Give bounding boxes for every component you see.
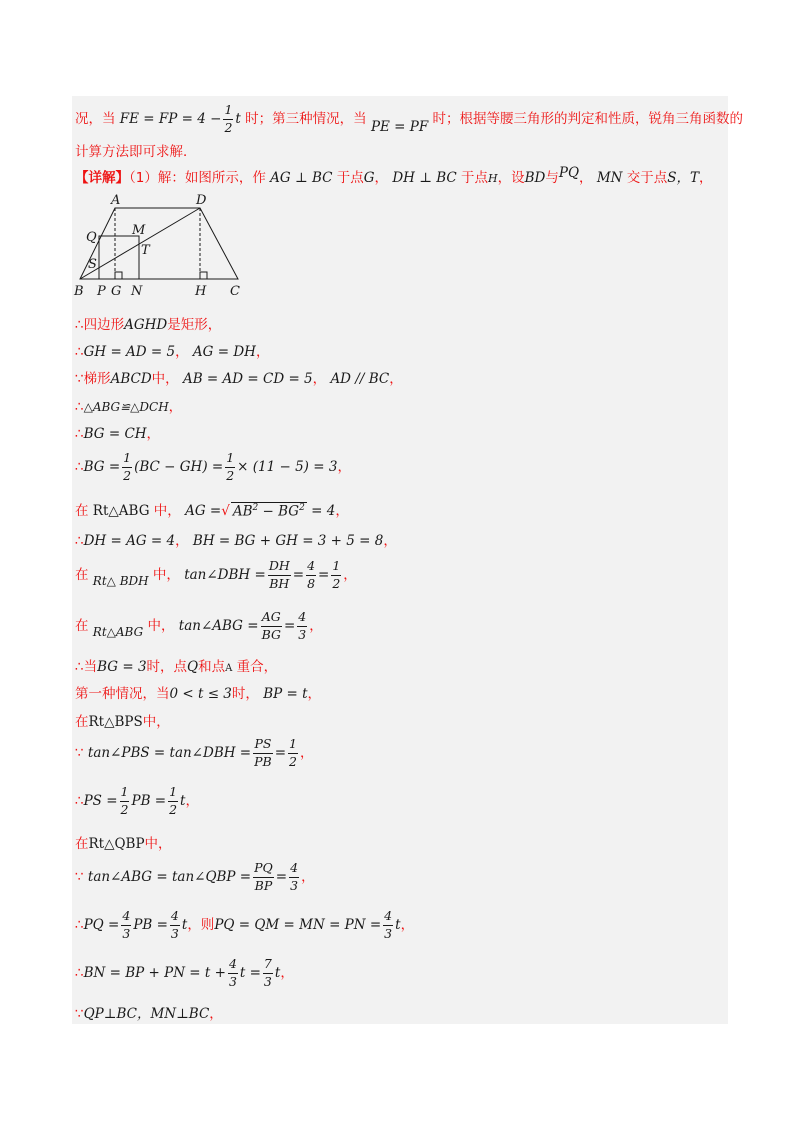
numerator: DH [268,560,291,576]
numerator: 4 [170,910,180,926]
text: ， [389,371,403,387]
denominator: 2 [332,575,341,591]
math: BN = BP + PN = t + [83,965,226,981]
math: = 4 [306,503,336,519]
line-13 [75,611,323,641]
fraction [289,862,299,892]
math: Q [187,659,199,675]
math: = [318,567,330,583]
math: GH = AD = 5 [83,344,176,360]
math: BG = [83,459,121,475]
label-d: D [196,193,207,208]
math: FE = FP = 4 − [119,111,222,127]
math: t [181,917,188,933]
label-n: N [131,284,143,299]
math: AG = [185,503,222,519]
numerator: 1 [168,786,178,802]
numerator: PQ [253,862,274,878]
math: t [395,917,401,933]
line-7 [75,395,182,415]
text: ， [300,745,314,761]
text: ， [343,567,357,583]
numerator: 1 [331,560,341,576]
line-16 [75,710,170,730]
math: = [283,618,296,634]
fraction [261,611,282,641]
line-19 [75,832,172,852]
fraction [288,738,298,768]
math: PQ = QM = MN = PN = [214,917,382,933]
math: PS = [83,793,118,809]
denominator: BH [269,575,290,591]
math: tan∠PBS = tan∠DBH = [87,745,252,761]
line-3 [75,166,713,186]
fraction [228,958,238,988]
math: = [292,567,305,583]
text: ∴当 [75,659,98,675]
denominator: 3 [298,626,307,642]
line-12 [75,560,357,590]
label-b: B [74,284,84,299]
denominator: 3 [228,973,237,989]
text: ∴ [75,399,84,415]
math: (BC − GH) = [134,459,224,475]
text: ， [175,533,189,549]
math: A [225,663,233,674]
text: 在 [75,836,89,852]
text: ， [301,869,315,885]
text: 中， [152,567,180,583]
text: ∴ [75,344,84,360]
text: ∴ [75,793,84,809]
denominator: 2 [169,801,178,817]
label-a: A [111,193,121,208]
fraction [253,862,274,892]
text: 是矩形， [167,317,222,333]
text: 在 [75,503,89,519]
math: H [488,172,498,185]
math: × (11 − 5) = 3 [237,459,338,475]
line-2 [75,140,197,160]
numerator: PS [253,738,273,754]
math: PQ [558,165,580,181]
math: Rt△BPS [88,714,143,730]
text: ， [337,459,351,475]
line-21 [75,910,414,940]
line-9 [75,452,351,482]
text: ∴ [75,426,84,442]
fraction [383,910,393,940]
text: ，则 [187,917,215,933]
trapezoid-diagram [72,192,252,302]
math: DH ⊥ BC [392,170,457,186]
fraction [306,560,316,590]
line-15 [75,682,321,702]
fraction [263,958,273,988]
math: AD // BC [330,371,390,387]
math: AB [232,503,253,519]
line-20 [75,862,315,892]
math: tan∠ABG = [178,618,259,634]
numerator: 4 [306,560,316,576]
text: ，设 [497,170,525,186]
exponent: 2 [299,502,305,513]
denominator: 3 [263,973,272,989]
denominator: 2 [224,119,233,135]
line-18 [75,786,199,816]
line-17 [75,738,314,768]
fraction [121,910,131,940]
fraction [170,910,180,940]
line-23 [75,1002,223,1022]
text: ， [383,533,397,549]
label-p: P [97,284,106,299]
text: 时， [231,686,259,702]
label-c: C [230,284,240,299]
denominator: 2 [226,467,235,483]
math: BG = CH [83,426,147,442]
text: 中， [151,371,179,387]
fraction [225,452,235,482]
text: ， [185,793,199,809]
text: 交于点 [626,170,668,186]
math: tan∠DBH = [184,567,266,583]
math: t [235,111,241,127]
line-14 [75,655,277,675]
math: AB = AD = CD = 5 [182,371,313,387]
text: ∴ [75,533,84,549]
text: ， [175,344,189,360]
math: G [363,170,375,186]
text: 中， [142,714,170,730]
text: ， [335,503,349,519]
text: ， [312,371,327,387]
denominator: 2 [289,753,297,769]
line-6 [75,367,403,387]
math: S，T [667,170,700,186]
text: ， [699,170,713,186]
fraction [223,104,233,134]
text: 在 [75,618,89,634]
denominator: PB [254,753,272,769]
fraction [253,738,273,768]
label-s: S [88,257,97,272]
fraction [120,786,130,816]
text: 时；根据等腰三角形的判定和性质，锐角三角函数的 [432,111,744,127]
numerator: 1 [120,786,130,802]
math: PQ = [83,917,120,933]
denominator: 2 [120,801,129,817]
numerator: 4 [121,910,131,926]
text: ∵ [75,869,84,885]
text: ， [579,170,593,186]
text: 况，当 [75,111,116,127]
math: AG ⊥ BC [270,170,333,186]
text: 于点 [461,170,489,186]
line-10: 在 Rt△ABG 中， AG =√ $AB^2 - BG^2 = 4$， [75,502,349,519]
numerator: 4 [383,910,393,926]
denominator: 3 [122,925,131,941]
square-root [231,502,307,520]
label-q: Q [86,230,97,245]
text: ， [374,170,389,186]
text: ， [146,426,161,442]
line-22 [75,958,294,988]
math: BH = BG + GH = 3 + 5 = 8 [192,533,384,549]
trapezoid-abcd [80,208,238,279]
text: ， [209,1006,223,1022]
text: ∴ [75,459,84,475]
numerator: 1 [223,104,233,120]
label-m: M [132,223,146,238]
section-label: 【详解】 [75,170,129,186]
numerator: 4 [289,862,299,878]
denominator: 3 [290,877,299,893]
denominator: 3 [170,925,179,941]
text: ， [307,686,322,702]
text: ， [168,399,183,415]
label-t: T [141,243,150,258]
text: 时；第三种情况，当 [245,111,367,127]
text: ， [280,965,294,981]
text: ∴四边形 [75,317,125,333]
numerator: 1 [122,452,132,468]
math: PE = PF [370,119,429,135]
math: ABCD [110,371,152,387]
text: 第一种情况，当 [75,686,170,702]
fraction [168,786,178,816]
math: tan∠ABG = tan∠QBP = [87,869,252,885]
text: （1）解：如图所示，作 [129,170,266,186]
math: Rt△ BDH [92,574,149,588]
text: ， [255,344,270,360]
math: = [274,745,287,761]
numerator: 1 [288,738,298,754]
line-8 [75,422,160,442]
text: ∵ [75,1006,84,1022]
math: 0 < t ≤ 3 [169,686,232,702]
right-angle-g [115,272,122,279]
denominator: 8 [307,575,316,591]
math: BD [524,170,546,186]
math: t = [239,965,261,981]
text: 计算方法即可求解． [75,144,197,160]
text: 在 [75,714,89,730]
text: 与 [545,170,559,186]
math: △ABG≌△DCH [83,400,169,414]
fraction [122,452,132,482]
text: 中， [144,836,172,852]
text: ， [400,917,415,933]
denominator: 3 [384,925,393,941]
denominator: BP [254,877,273,893]
numerator: 4 [297,611,307,627]
text: ， [309,618,323,634]
line-11 [75,529,397,549]
text: 重合， [236,659,278,675]
text: 中， [147,618,175,634]
square-pqmn [99,236,139,279]
numerator: 4 [228,958,238,974]
line-1 [75,104,743,134]
text: 于点 [336,170,364,186]
denominator: BG [261,626,281,642]
text: ∵ [75,745,84,761]
text: ∴ [75,965,84,981]
label-h: H [195,284,207,299]
math: MN [596,170,623,186]
math: t [274,965,281,981]
denominator: 2 [123,467,132,483]
math: Rt△QBP [88,836,145,852]
text: 中， [153,503,181,519]
numerator: 1 [225,452,235,468]
text: 在 [75,567,89,583]
fraction [268,560,291,590]
math: − BG [258,503,300,519]
math: BG = 3 [97,659,147,675]
right-angle-h [200,272,207,279]
math: = [275,869,288,885]
math: DH = AG = 4 [83,533,176,549]
line-5 [75,340,269,360]
fraction [331,560,341,590]
math: PB = [131,793,167,809]
math: AGHD [124,317,168,333]
math: Rt△ABG [92,625,144,639]
label-g: G [111,284,122,299]
math: BP = t [263,686,308,702]
fraction [297,611,307,641]
text: ∴ [75,917,84,933]
math: AG = DH [192,344,256,360]
math: t [180,793,186,809]
math: PB = [133,917,168,933]
numerator: AG [261,611,282,627]
line-4 [75,313,221,333]
text: 和点 [198,659,226,675]
text: ∵梯形 [75,371,111,387]
numerator: 7 [263,958,273,974]
text: 时，点 [146,659,188,675]
math: Rt△ABG [92,503,150,519]
exponent: 2 [252,502,259,513]
math: QP⊥BC，MN⊥BC [83,1006,210,1022]
